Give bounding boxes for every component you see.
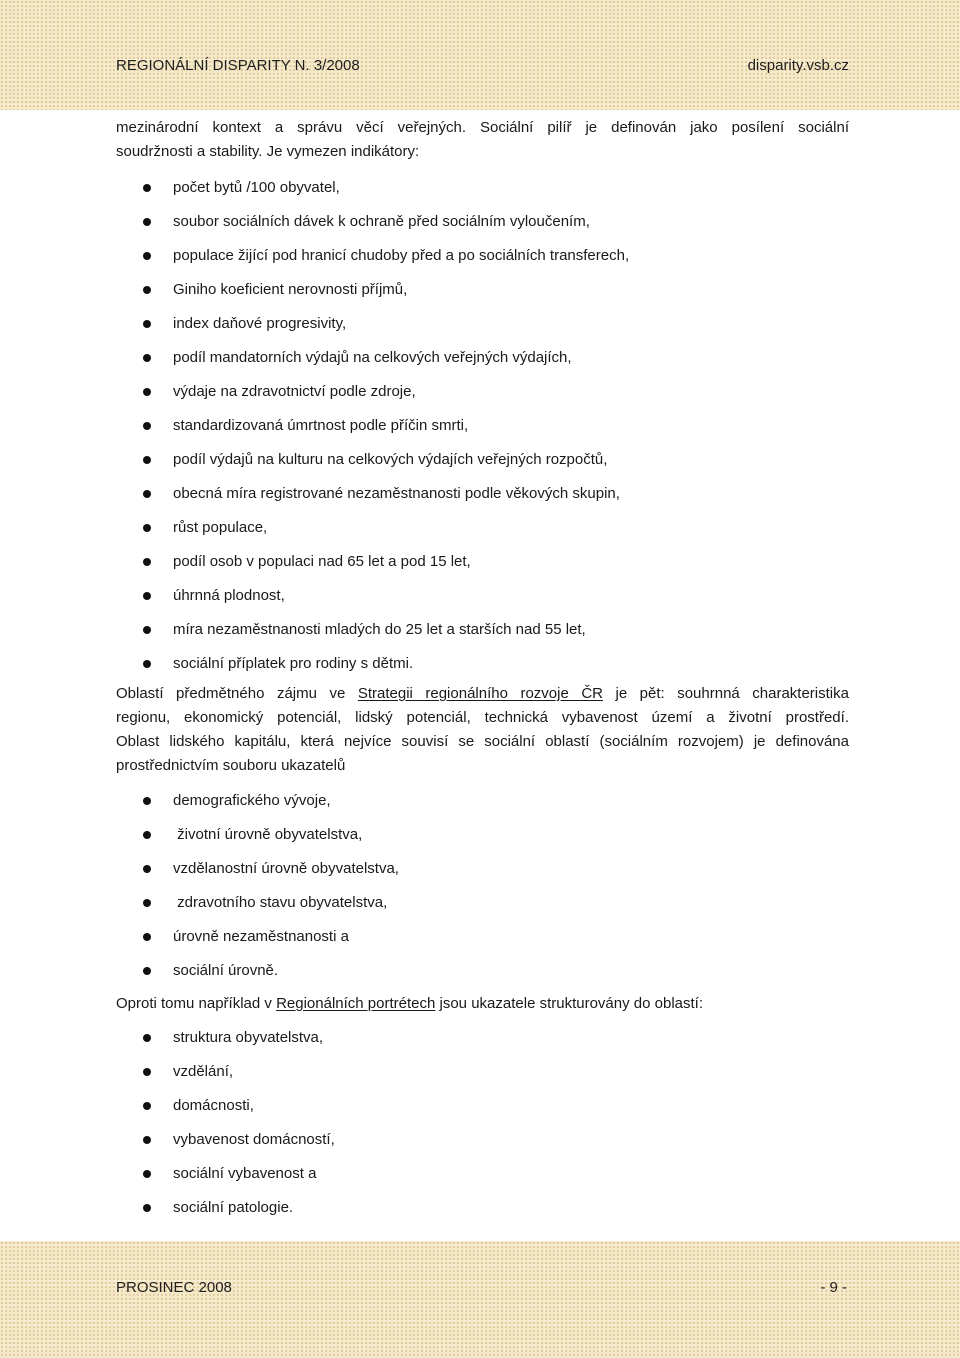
list-item-text: sociální vybavenost a <box>173 1165 317 1182</box>
paragraph-line: regionu, ekonomický potenciál, lidský potenciál, technická vybavenost území a životní prostředí. <box>116 709 849 726</box>
list-item <box>116 545 849 579</box>
list-item <box>116 273 849 307</box>
bullet-icon <box>143 354 151 362</box>
bullet-icon <box>143 422 151 430</box>
social-pillar-indicators-list <box>116 171 849 681</box>
list-item <box>116 920 849 954</box>
list-item-text: výdaje na zdravotnictví podle zdroje, <box>173 383 416 400</box>
portrait-areas-list <box>116 1021 849 1225</box>
human-capital-indicators-list <box>116 784 849 988</box>
bullet-icon <box>143 865 151 873</box>
paragraph-line: prostřednictvím souboru ukazatelů <box>116 757 346 774</box>
bullet-icon <box>143 899 151 907</box>
page-number: - 9 - <box>820 1279 847 1296</box>
bullet-icon <box>143 1102 151 1110</box>
bullet-icon <box>143 1136 151 1144</box>
regional-portraits-link[interactable]: Regionálních portrétech <box>276 995 436 1012</box>
bullet-icon <box>143 797 151 805</box>
bullet-icon <box>143 933 151 941</box>
bullet-icon <box>143 831 151 839</box>
list-item <box>116 477 849 511</box>
list-item-text: domácnosti, <box>173 1097 254 1114</box>
list-item-text: soubor sociálních dávek k ochraně před sociálním vyloučením, <box>173 213 590 230</box>
list-item-text: míra nezaměstnanosti mladých do 25 let a starších nad 55 let, <box>173 621 586 638</box>
strategy-link[interactable]: Strategii regionálního rozvoje ČR <box>357 685 603 702</box>
text-run: Oproti tomu například v <box>116 995 277 1012</box>
list-item-text: sociální příplatek pro rodiny s dětmi. <box>173 655 414 672</box>
list-item <box>116 375 849 409</box>
bullet-icon <box>143 456 151 464</box>
bullet-icon <box>143 388 151 396</box>
list-item <box>116 1157 849 1191</box>
bullet-icon <box>143 1170 151 1178</box>
list-item-text: populace žijící pod hranicí chudoby před a po sociálních transferech, <box>173 247 630 264</box>
list-item <box>116 852 849 886</box>
list-item <box>116 239 849 273</box>
list-item <box>116 341 849 375</box>
list-item-text: standardizovaná úmrtnost podle příčin smrti, <box>173 417 469 434</box>
bullet-icon <box>143 184 151 192</box>
intro-line: mezinárodní kontext a správu věcí veřejných. Sociální pilíř je definován jako posílení sociální <box>116 119 849 136</box>
list-item <box>116 511 849 545</box>
footer-date: PROSINEC 2008 <box>116 1279 232 1296</box>
list-item <box>116 647 849 681</box>
bullet-icon <box>143 252 151 260</box>
bullet-icon <box>143 286 151 294</box>
list-item <box>116 954 849 988</box>
list-item <box>116 1021 849 1055</box>
bullet-icon <box>143 320 151 328</box>
list-item <box>116 205 849 239</box>
bullet-icon <box>143 558 151 566</box>
website-link[interactable]: disparity.vsb.cz <box>747 57 849 74</box>
list-item-text: úrovně nezaměstnanosti a <box>173 928 349 945</box>
list-item-text: vzdělanostní úrovně obyvatelstva, <box>173 860 399 877</box>
list-item-text: životní úrovně obyvatelstva, <box>173 826 363 843</box>
list-item <box>116 886 849 920</box>
list-item-text: počet bytů /100 obyvatel, <box>173 179 340 196</box>
bullet-icon <box>143 1034 151 1042</box>
header-band <box>0 0 960 110</box>
list-item <box>116 784 849 818</box>
intro-line: soudržnosti a stability. Je vymezen indikátory: <box>116 143 420 160</box>
list-item <box>116 1055 849 1089</box>
list-item-text: úhrnná plodnost, <box>173 587 285 604</box>
list-item <box>116 1191 849 1225</box>
text-run: Oblastí předmětného zájmu ve <box>116 685 358 702</box>
list-item <box>116 409 849 443</box>
list-item <box>116 307 849 341</box>
list-item-text: obecná míra registrované nezaměstnanosti podle věkových skupin, <box>173 485 620 502</box>
list-item-text: růst populace, <box>173 519 268 536</box>
list-item <box>116 818 849 852</box>
bullet-icon <box>143 592 151 600</box>
list-item-text: sociální úrovně. <box>173 962 279 979</box>
bullet-icon <box>143 218 151 226</box>
bullet-icon <box>143 626 151 634</box>
intro-paragraph <box>116 116 849 164</box>
list-item <box>116 1123 849 1157</box>
list-item-text: zdravotního stavu obyvatelstva, <box>173 894 388 911</box>
footer-band <box>0 1241 960 1358</box>
bullet-icon <box>143 660 151 668</box>
list-item-text: Giniho koeficient nerovnosti příjmů, <box>173 281 408 298</box>
journal-title: REGIONÁLNÍ DISPARITY N. 3/2008 <box>116 57 360 74</box>
text-run: jsou ukazatele strukturovány do oblastí: <box>435 995 703 1012</box>
list-item-text: demografického vývoje, <box>173 792 331 809</box>
text-run: je pět: souhrnná charakteristika <box>602 685 849 702</box>
list-item-text: podíl mandatorních výdajů na celkových veřejných výdajích, <box>173 349 572 366</box>
list-item-text: struktura obyvatelstva, <box>173 1029 324 1046</box>
portraits-paragraph <box>116 992 849 1016</box>
bullet-icon <box>143 967 151 975</box>
list-item-text: index daňové progresivity, <box>173 315 347 332</box>
list-item-text: vzdělání, <box>173 1063 234 1080</box>
list-item <box>116 1089 849 1123</box>
list-item <box>116 443 849 477</box>
list-item <box>116 171 849 205</box>
list-item-text: sociální patologie. <box>173 1199 294 1216</box>
paragraph-line: Oblast lidského kapitálu, která nejvíce souvisí se sociální oblastí (sociálním rozvojem) je definována <box>116 733 849 750</box>
strategy-paragraph <box>116 682 849 778</box>
paragraph-line <box>116 682 849 706</box>
bullet-icon <box>143 524 151 532</box>
list-item-text: podíl osob v populaci nad 65 let a pod 15 let, <box>173 553 471 570</box>
list-item-text: vybavenost domácností, <box>173 1131 335 1148</box>
bullet-icon <box>143 1068 151 1076</box>
paragraph-line <box>116 992 849 1016</box>
bullet-icon <box>143 1204 151 1212</box>
list-item <box>116 579 849 613</box>
bullet-icon <box>143 490 151 498</box>
list-item-text: podíl výdajů na kulturu na celkových výdajích veřejných rozpočtů, <box>173 451 608 468</box>
list-item <box>116 613 849 647</box>
